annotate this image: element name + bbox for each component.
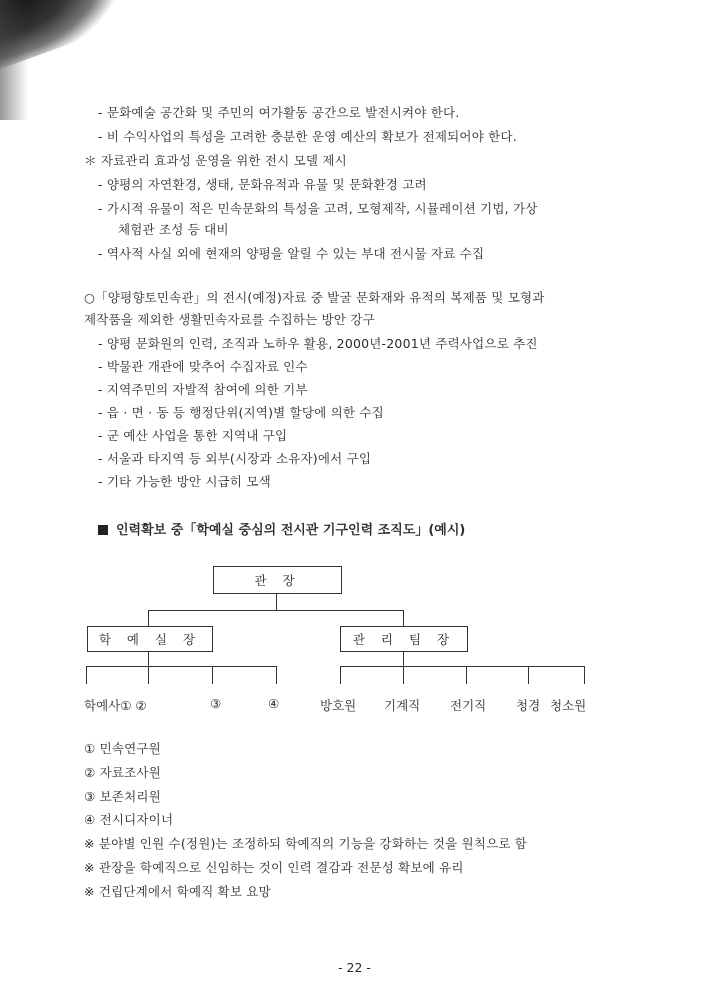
org-label: 청경 (516, 698, 541, 713)
org-chart-heading-text: 인력확보 중「학예실 중심의 전시관 기구인력 조직도」(예시) (116, 523, 466, 538)
connector-line (466, 666, 467, 684)
org-chart-heading (98, 519, 465, 538)
connector-line (276, 593, 277, 610)
connector-line (86, 666, 276, 667)
connector-line (212, 666, 213, 684)
bullet-line: - 양평 문화원의 인력, 조직과 노하우 활용, 2000년-2001년 주력사업으로 추진 (98, 336, 538, 351)
page-number: - 22 - (338, 960, 371, 975)
bullet-line: - 박물관 개관에 맞추어 수집자료 인수 (98, 359, 308, 374)
bullet-line: - 문화예술 공간화 및 주민의 여가활동 공간으로 발전시켜야 한다. (98, 105, 460, 120)
connector-line (340, 666, 341, 684)
bullet-line: - 양평의 자연환경, 생태, 문화유적과 유물 및 문화환경 고려 (98, 177, 427, 192)
bullet-line: - 기타 가능한 방안 시급히 모색 (98, 474, 271, 489)
connector-line (148, 610, 403, 611)
section-intro: ○「양평향토민속관」의 전시(예정)자료 중 발굴 문화재와 유적의 복제품 및 모형과 (84, 290, 545, 305)
admin-head-box: 관 리 팀 장 (340, 626, 468, 652)
note-line: ① 민속연구원 (84, 741, 161, 756)
org-label: 학예사① ② (84, 698, 147, 713)
scan-edge-shadow (0, 0, 28, 120)
bullet-line: - 지역주민의 자발적 참여에 의한 기부 (98, 382, 308, 397)
connector-line (403, 610, 404, 626)
bullet-line: 체험관 조성 등 대비 (118, 222, 229, 237)
bullet-line: - 군 예산 사업을 통한 지역내 구입 (98, 428, 288, 443)
org-label: 전기직 (450, 698, 487, 713)
org-label: 기계직 (384, 698, 421, 713)
connector-line (276, 666, 277, 684)
bullet-line: - 가시적 유물이 적은 민속문화의 특성을 고려, 모형제작, 시뮬레이션 기법, 가상 (98, 201, 538, 216)
connector-line (403, 666, 404, 684)
connector-line (86, 666, 87, 684)
note-line: ② 자료조사원 (84, 765, 161, 780)
note-line: ③ 보존처리원 (84, 789, 161, 804)
org-label: 방호원 (320, 698, 357, 713)
connector-line (148, 666, 149, 684)
org-label: ④ (268, 696, 280, 711)
bullet-line: - 읍 · 면 · 동 등 행정단위(지역)별 할당에 의한 수집 (98, 405, 384, 420)
note-line: ※ 관장을 학예직으로 신임하는 것이 인력 결감과 전문성 확보에 유리 (84, 860, 464, 875)
org-label: 청소원 (550, 698, 587, 713)
org-label: ③ (210, 696, 222, 711)
note-line: ※ 분야별 인원 수(정원)는 조정하되 학예직의 기능을 강화하는 것을 원칙으로 함 (84, 836, 528, 851)
connector-line (528, 666, 529, 684)
connector-line (340, 666, 584, 667)
note-line: ※ 건립단계에서 학예직 확보 요망 (84, 884, 271, 899)
bullet-line: - 역사적 사실 외에 현재의 양평을 알릴 수 있는 부대 전시물 자료 수집 (98, 246, 485, 261)
connector-line (584, 666, 585, 684)
curator-head-box: 학 예 실 장 (87, 626, 213, 652)
section-intro: 제작품을 제외한 생활민속자료를 수집하는 방안 강구 (84, 312, 375, 327)
connector-line (403, 651, 404, 666)
bullet-line: - 서울과 타지역 등 외부(시장과 소유자)에서 구입 (98, 451, 372, 466)
bullet-line: - 비 수익사업의 특성을 고려한 충분한 운영 예산의 확보가 전제되어야 한다. (98, 129, 517, 144)
square-bullet-icon (98, 525, 108, 535)
director-box: 관 장 (213, 566, 342, 594)
note-line: ④ 전시디자이너 (84, 812, 174, 827)
connector-line (148, 651, 149, 666)
section-title: ＊ 자료관리 효과성 운영을 위한 전시 모델 제시 (84, 153, 347, 168)
connector-line (148, 610, 149, 626)
